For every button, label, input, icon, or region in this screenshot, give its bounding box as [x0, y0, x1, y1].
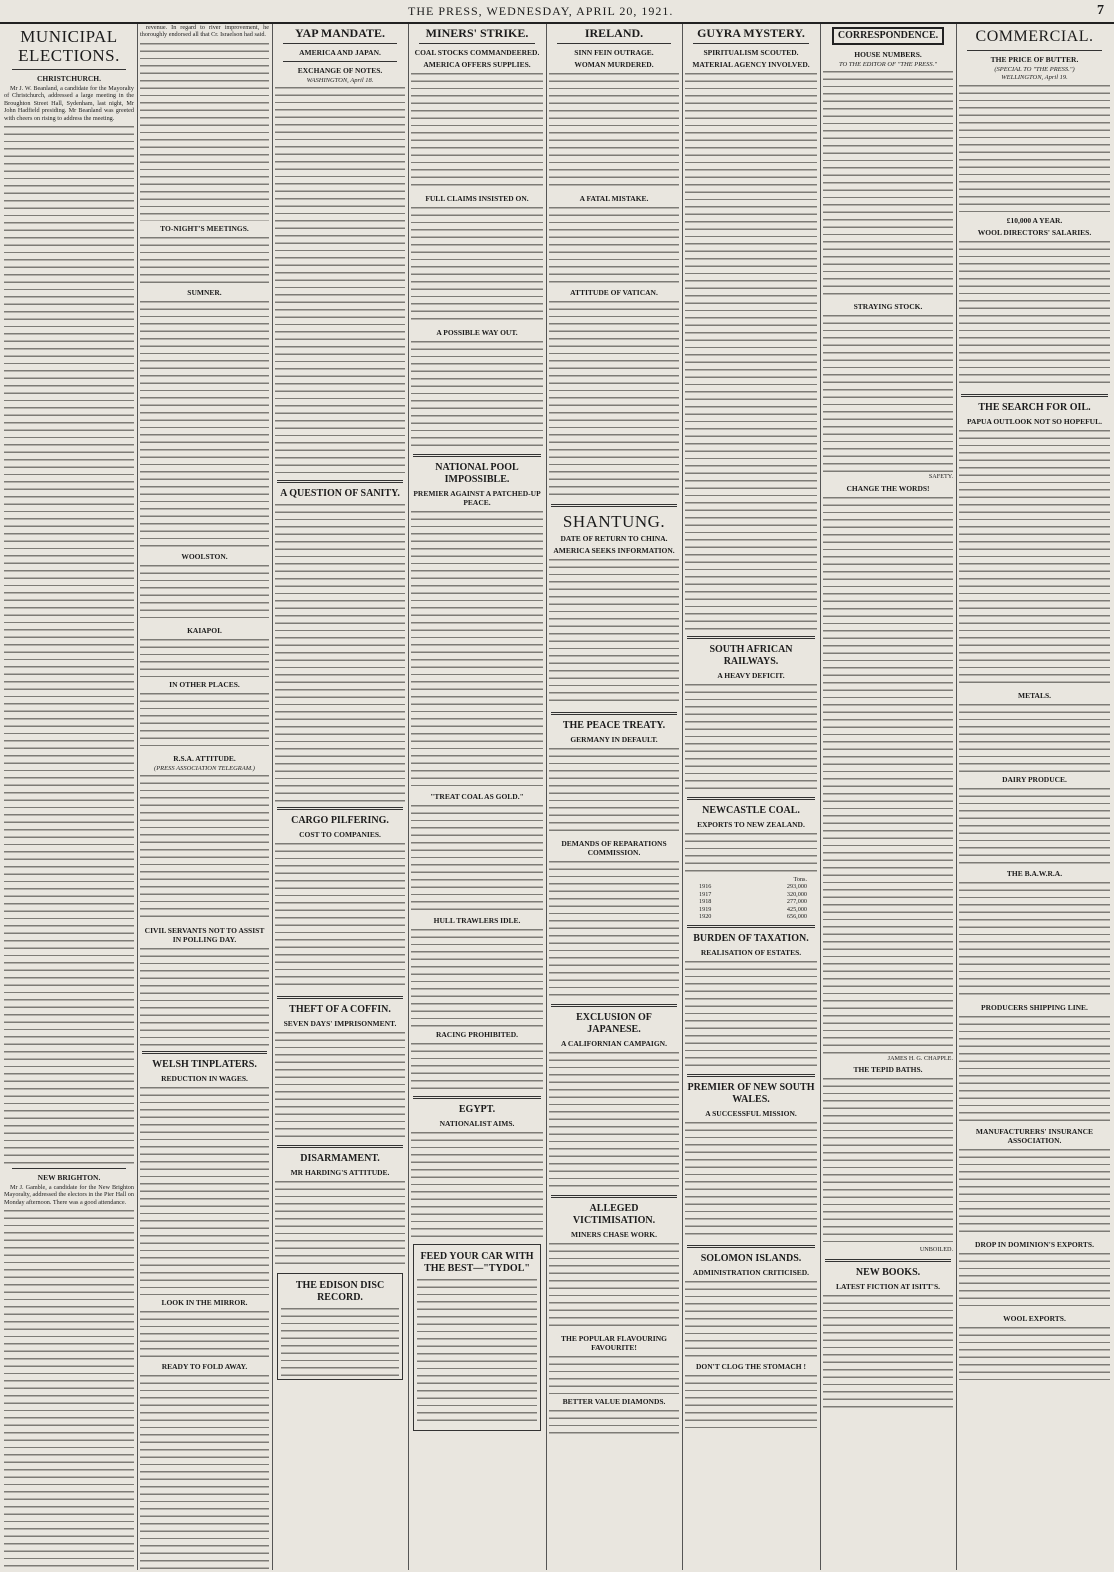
column-text-block	[959, 1147, 1110, 1237]
column-text-block	[549, 557, 679, 707]
edison-disc-ad	[277, 1273, 403, 1380]
column-text-block	[275, 1030, 405, 1140]
successful-mission-subhead: A SUCCESSFUL MISSION.	[705, 1109, 797, 1119]
column-text-block	[685, 71, 817, 631]
ready-to-fold-ad: READY TO FOLD AWAY.	[161, 1362, 248, 1372]
peace-treaty-headline: THE PEACE TREATY.	[562, 720, 666, 731]
change-words-subhead: CHANGE THE WORDS!	[846, 483, 930, 493]
column-rule	[682, 24, 683, 1570]
column-text-block	[140, 773, 269, 923]
to-editor-line: TO THE EDITOR OF "THE PRESS."	[838, 61, 938, 68]
tydol-ad-headline: FEED YOUR CAR WITH THE BEST—"TYDOL"	[420, 1251, 534, 1274]
article-text: Mr J. Gamble, a candidate for the New Brighton Mayoralty, addressed the electors in the Pier Hall on Monday afternoon. There was a good attendance.	[4, 1184, 134, 1206]
column-5	[549, 24, 679, 1570]
column-text-block	[959, 83, 1110, 213]
metals-subhead: METALS.	[1018, 690, 1051, 700]
harding-attitude-subhead: MR HARDING'S ATTITUDE.	[290, 1168, 390, 1178]
column-rule	[956, 24, 957, 1570]
new-brighton-subhead: NEW BRIGHTON.	[37, 1173, 101, 1183]
coal-table-tons: 293,000	[786, 883, 807, 891]
full-claims-subhead: FULL CLAIMS INSISTED ON.	[425, 194, 529, 203]
tepid-baths-subhead: THE TEPID BATHS.	[853, 1065, 923, 1075]
column-text-block	[685, 682, 817, 792]
column-text-block	[549, 859, 679, 999]
coal-table-tons: 277,000	[786, 898, 807, 906]
christchurch-subhead: CHRISTCHURCH.	[37, 74, 101, 83]
return-to-china-subhead: DATE OF RETURN TO CHINA.	[560, 534, 668, 543]
coal-table-tons: 425,000	[786, 905, 807, 913]
column-text-block	[140, 41, 269, 221]
reparations-subhead: DEMANDS OF REPARATIONS COMMISSION.	[561, 839, 667, 857]
column-6	[685, 24, 817, 1570]
civil-servants-subhead: CIVIL SERVANTS NOT TO ASSIST IN POLLING DAY.	[144, 926, 265, 945]
yap-mandate-headline: YAP MANDATE.	[294, 26, 385, 40]
national-pool-headline: NATIONAL POOL IMPOSSIBLE.	[435, 462, 519, 485]
dateline: WELLINGTON, April 19.	[1001, 74, 1068, 82]
tonights-meetings-subhead: TO-NIGHT'S MEETINGS.	[160, 223, 249, 233]
stomach-ad: DON'T CLOG THE STOMACH !	[695, 1362, 807, 1372]
column-text-block	[275, 502, 405, 802]
column-8	[959, 24, 1110, 1570]
solomon-islands-headline: SOLOMON ISLANDS.	[700, 1253, 802, 1265]
column-text-block	[140, 946, 269, 1046]
column-4	[411, 24, 543, 1570]
column-text-block	[549, 71, 679, 191]
coal-table-row	[685, 906, 817, 913]
possible-way-out-subhead: A POSSIBLE WAY OUT.	[436, 328, 518, 337]
column-text-block	[549, 205, 679, 285]
diamonds-ad: BETTER VALUE DIAMONDS.	[562, 1397, 666, 1406]
column-rule	[820, 24, 821, 1570]
edison-disc-headline: THE EDISON DISC RECORD.	[295, 1280, 385, 1304]
coal-exports-table	[685, 883, 817, 920]
masthead	[0, 0, 1114, 24]
ireland-headline: IRELAND.	[584, 26, 644, 40]
column-text-block	[411, 509, 543, 789]
californian-campaign-subhead: A CALIFORNIAN CAMPAIGN.	[561, 1039, 667, 1048]
wool-exports-subhead: WOOL EXPORTS.	[1003, 1313, 1066, 1323]
coal-table-tons: 656,000	[786, 913, 807, 921]
column-text-block	[140, 1085, 269, 1295]
coal-table-tons: 320,000	[786, 890, 807, 898]
column-text-block	[959, 239, 1110, 389]
tydol-ad	[413, 1244, 541, 1431]
new-books-headline: NEW BOOKS.	[855, 1266, 921, 1278]
premier-nsw-headline: PREMIER OF NEW SOUTH WALES.	[687, 1082, 815, 1106]
nationalist-aims-subhead: NATIONALIST AIMS.	[439, 1119, 515, 1128]
coal-table-year: 1920	[699, 913, 712, 921]
heavy-deficit-subhead: A HEAVY DEFICIT.	[717, 671, 785, 680]
miners-strike-headline: MINERS' STRIKE.	[425, 26, 529, 40]
bawra-subhead: THE B.A.W.R.A.	[1006, 868, 1063, 878]
kaiapoi-subhead: KAIAPOI.	[187, 625, 222, 635]
commercial-headline: COMMERCIAL.	[975, 28, 1094, 45]
alleged-victimisation-headline: ALLEGED VICTIMISATION.	[572, 1203, 656, 1226]
column-text-block	[959, 1014, 1110, 1124]
column-text-block	[685, 1279, 817, 1359]
column-3	[275, 24, 405, 1570]
cargo-pilfering-headline: CARGO PILFERING.	[291, 815, 389, 827]
column-rule	[408, 24, 409, 1570]
column-text-block	[140, 691, 269, 751]
column-text-block	[823, 1076, 953, 1246]
column-text-block	[959, 702, 1110, 772]
column-text-block	[411, 205, 543, 325]
sinn-fein-subhead: SINN FEIN OUTRAGE.	[574, 48, 654, 57]
dairy-produce-subhead: DAIRY PRODUCE.	[1002, 774, 1067, 784]
signature: SAFETY.	[928, 473, 953, 481]
column-text-block	[411, 927, 543, 1027]
special-tag: (SPECIAL TO "THE PRESS.")	[994, 66, 1075, 73]
column-text-block	[275, 841, 405, 991]
premier-against-subhead: PREMIER AGAINST A PATCHED-UP PEACE.	[413, 489, 541, 507]
wool-directors-subhead: WOOL DIRECTORS' SALARIES.	[977, 227, 1092, 237]
column-text-block	[549, 1050, 679, 1190]
page-number: 7	[1097, 3, 1104, 18]
column-text-block	[549, 1354, 679, 1394]
column-text-block	[140, 235, 269, 285]
administration-subhead: ADMINISTRATION CRITICISED.	[692, 1268, 810, 1278]
welsh-tinplaters-headline: WELSH TINPLATERS.	[152, 1059, 257, 1071]
column-text-block	[140, 563, 269, 623]
article-text: revenue. In regard to river improvement, he thoroughly endorsed all that Cr. Israelson had said.	[140, 24, 269, 39]
column-text-block	[685, 1373, 817, 1433]
column-text-block	[275, 1179, 405, 1269]
drop-exports-subhead: DROP IN DOMINION'S EXPORTS.	[975, 1239, 1094, 1249]
coal-table-year: 1917	[699, 890, 712, 898]
column-text-block	[140, 1373, 269, 1570]
sumner-subhead: SUMNER.	[187, 287, 222, 297]
germany-default-subhead: GERMANY IN DEFAULT.	[570, 735, 658, 744]
column-text-block	[685, 959, 817, 1069]
municipal-elections-headline: MUNICIPAL ELECTIONS.	[18, 27, 120, 65]
column-text-block	[685, 831, 817, 876]
column-text-block	[417, 1277, 537, 1427]
column-text-block	[411, 1041, 543, 1091]
coal-table-row	[685, 891, 817, 898]
column-text-block	[4, 124, 134, 1164]
column-text-block	[823, 313, 953, 473]
house-numbers-subhead: HOUSE NUMBERS.	[854, 50, 922, 59]
column-text-block	[411, 71, 543, 191]
woolston-subhead: WOOLSTON.	[181, 551, 228, 561]
correspondence-headline: CORRESPONDENCE.	[832, 27, 944, 45]
flavouring-ad: THE POPULAR FLAVOURING FAVOURITE!	[561, 1334, 667, 1352]
reduction-in-wages-subhead: REDUCTION IN WAGES.	[161, 1074, 248, 1084]
material-agency-subhead: MATERIAL AGENCY INVOLVED.	[692, 60, 810, 69]
question-of-sanity-headline: A QUESTION OF SANITY.	[280, 488, 400, 500]
column-text-block	[959, 1325, 1110, 1385]
coal-table-row	[685, 898, 817, 905]
newcastle-coal-headline: NEWCASTLE COAL.	[702, 805, 800, 816]
theft-of-a-coffin-headline: THEFT OF A COFFIN.	[289, 1004, 391, 1016]
burden-taxation-headline: BURDEN OF TAXATION.	[693, 933, 809, 945]
south-african-railways-headline: SOUTH AFRICAN RAILWAYS.	[709, 644, 793, 667]
column-text-block	[549, 1241, 679, 1331]
column-7	[823, 24, 953, 1570]
papua-outlook-subhead: PAPUA OUTLOOK NOT SO HOPEFUL.	[967, 416, 1102, 426]
column-text-block	[823, 69, 953, 299]
search-for-oil-headline: THE SEARCH FOR OIL.	[978, 401, 1091, 413]
spiritualism-subhead: SPIRITUALISM SCOUTED.	[703, 48, 799, 57]
column-text-block	[411, 803, 543, 913]
column-text-block	[4, 1208, 134, 1568]
coal-table-row	[685, 883, 817, 890]
ten-thousand-subhead: £10,000 A YEAR.	[1006, 215, 1063, 225]
realisation-estates-subhead: REALISATION OF ESTATES.	[700, 948, 802, 958]
exclusion-japanese-headline: EXCLUSION OF JAPANESE.	[576, 1012, 652, 1035]
column-text-block	[959, 428, 1110, 688]
latest-fiction-subhead: LATEST FICTION AT ISITT'S.	[835, 1281, 941, 1291]
column-text-block	[959, 786, 1110, 866]
article-text: Mr J. W. Beanland, a candidate for the Mayoralty of Christchurch, addressed a large meeting in the Broughton Street Hall, Sydenham, last night, Mr John Hadfield presiding. Mr Beanland was greeted with cheers on rising to address the meeting.	[4, 85, 134, 122]
manufacturers-insurance-subhead: MANUFACTURERS' INSURANCE ASSOCIATION.	[975, 1126, 1094, 1145]
signature: UNBOILED.	[919, 1246, 953, 1254]
straying-stock-subhead: STRAYING STOCK.	[853, 302, 923, 312]
exchange-of-notes-subhead: EXCHANGE OF NOTES.	[297, 66, 383, 75]
price-of-butter-subhead: THE PRICE OF BUTTER.	[990, 55, 1079, 64]
signature: JAMES H. G. CHAPPLE.	[887, 1054, 953, 1062]
egypt-headline: EGYPT.	[458, 1104, 496, 1115]
dateline: WASHINGTON, April 18.	[306, 77, 374, 84]
cost-to-companies-subhead: COST TO COMPANIES.	[299, 830, 381, 840]
column-text-block	[140, 299, 269, 549]
coal-table-row	[685, 913, 817, 920]
column-text-block	[140, 1309, 269, 1359]
vatican-subhead: ATTITUDE OF VATICAN.	[570, 288, 658, 297]
coal-table-year: 1919	[699, 905, 712, 913]
column-rule	[137, 24, 138, 1570]
masthead-title: THE PRESS, WEDNESDAY, APRIL 20, 1921.	[408, 3, 674, 18]
column-text-block	[823, 1293, 953, 1413]
press-association-tag: (PRESS ASSOCIATION TELEGRAM.)	[154, 764, 255, 772]
exports-nz-subhead: EXPORTS TO NEW ZEALAND.	[697, 820, 805, 829]
racing-prohibited-subhead: RACING PROHIBITED.	[435, 1030, 519, 1039]
fatal-mistake-subhead: A FATAL MISTAKE.	[579, 194, 649, 203]
in-other-places-subhead: IN OTHER PLACES.	[169, 679, 240, 689]
america-seeks-subhead: AMERICA SEEKS INFORMATION.	[553, 546, 675, 555]
miners-chase-subhead: MINERS CHASE WORK.	[571, 1230, 657, 1239]
guyra-mystery-headline: GUYRA MYSTERY.	[697, 26, 805, 40]
column-text-block	[140, 637, 269, 677]
column-1	[4, 24, 134, 1570]
shantung-headline: SHANTUNG.	[562, 512, 666, 531]
woman-murdered-subhead: WOMAN MURDERED.	[574, 60, 654, 69]
column-rule	[272, 24, 273, 1570]
disarmament-headline: DISARMAMENT.	[300, 1153, 380, 1165]
column-text-block	[411, 339, 543, 449]
coal-table-year: 1918	[699, 898, 712, 906]
producers-shipping-subhead: PRODUCERS SHIPPING LINE.	[981, 1002, 1088, 1012]
column-text-block	[549, 746, 679, 836]
rsa-attitude-subhead: R.S.A. ATTITUDE.	[173, 753, 236, 763]
coal-stocks-subhead: COAL STOCKS COMMANDEERED.	[414, 48, 540, 57]
column-text-block	[823, 495, 953, 1055]
look-in-the-mirror-ad: LOOK IN THE MIRROR.	[161, 1298, 248, 1308]
column-rule	[546, 24, 547, 1570]
column-text-block	[959, 1251, 1110, 1311]
column-2	[140, 24, 269, 1570]
coal-table-header: Tons.	[793, 876, 807, 883]
column-text-block	[549, 299, 679, 499]
treat-coal-subhead: "TREAT COAL AS GOLD."	[430, 792, 524, 801]
coal-table-year: 1916	[699, 883, 712, 891]
column-text-block	[411, 1130, 543, 1240]
column-text-block	[275, 85, 405, 475]
column-text-block	[959, 880, 1110, 1000]
column-text-block	[549, 1408, 679, 1438]
hull-trawlers-subhead: HULL TRAWLERS IDLE.	[433, 916, 521, 925]
america-and-japan-subhead: AMERICA AND JAPAN.	[299, 48, 381, 57]
column-text-block	[685, 1120, 817, 1240]
america-offers-subhead: AMERICA OFFERS SUPPLIES.	[423, 60, 531, 69]
column-text-block	[281, 1306, 399, 1376]
seven-days-subhead: SEVEN DAYS' IMPRISONMENT.	[283, 1019, 397, 1029]
